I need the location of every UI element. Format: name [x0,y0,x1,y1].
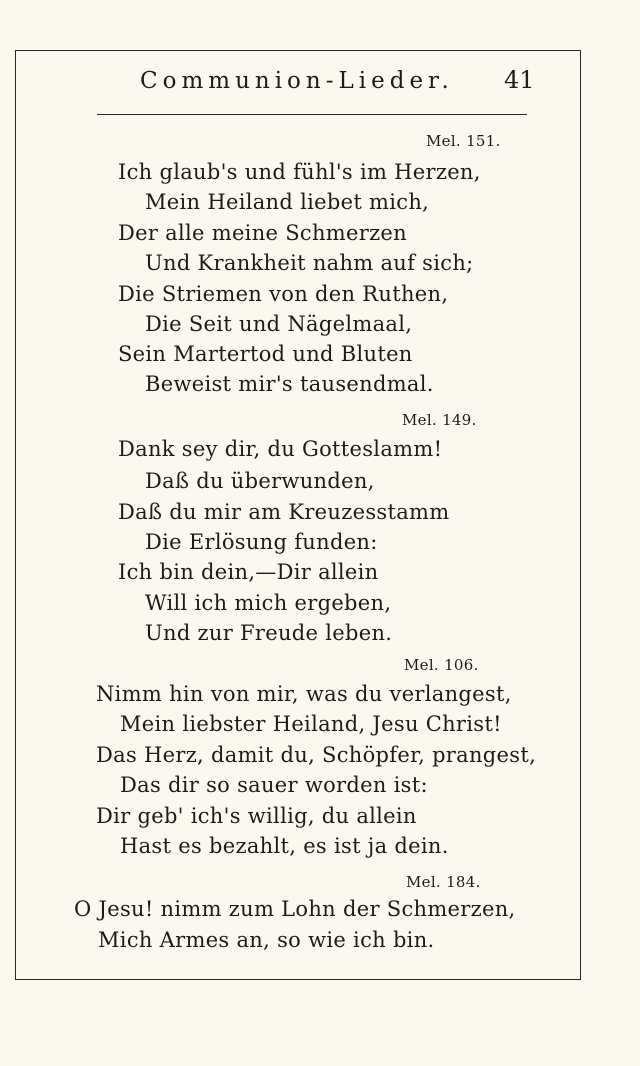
verse-line: Das dir so sauer worden ist: [120,773,428,797]
verse-line: Ich glaub's und fühl's im Herzen, [118,160,481,184]
verse-line: Mich Armes an, so wie ich bin. [98,928,435,952]
verse-line: Hast es bezahlt, es ist ja dein. [120,834,449,858]
melody-reference: Mel. 151. [426,132,501,150]
verse-line: Das Herz, damit du, Schöpfer, prangest, [96,743,537,767]
verse-line: Dank sey dir, du Gotteslamm! [118,437,443,461]
verse-line: Der alle meine Schmerzen [118,221,407,245]
verse-line: Mein liebster Heiland, Jesu Christ! [120,712,502,736]
verse-line: Und Krankheit nahm auf sich; [145,251,474,275]
verse-line: Daß du mir am Kreuzesstamm [118,500,450,524]
verse-line: Daß du überwunden, [145,469,375,493]
verse-line: Beweist mir's tausendmal. [145,372,434,396]
verse-line: Und zur Freude leben. [145,621,393,645]
verse-line: Dir geb' ich's willig, du allein [96,804,417,828]
melody-reference: Mel. 184. [406,873,481,891]
melody-reference: Mel. 149. [402,411,477,429]
verse-line: Will ich mich ergeben, [145,591,392,615]
running-header: Communion-Lieder. [140,68,454,94]
verse-line: Die Erlösung funden: [145,530,378,554]
verse-line: Die Seit und Nägelmaal, [145,312,413,336]
verse-line: O Jesu! nimm zum Lohn der Schmerzen, [74,897,516,921]
verse-line: Ich bin dein,—Dir allein [118,560,379,584]
melody-reference: Mel. 106. [404,656,479,674]
verse-line: Nimm hin von mir, was du verlangest, [96,682,512,706]
verse-line: Mein Heiland liebet mich, [145,190,430,214]
header-rule [97,114,527,115]
verse-line: Die Striemen von den Ruthen, [118,282,449,306]
page-number: 41 [504,66,535,94]
verse-line: Sein Martertod und Bluten [118,342,413,366]
